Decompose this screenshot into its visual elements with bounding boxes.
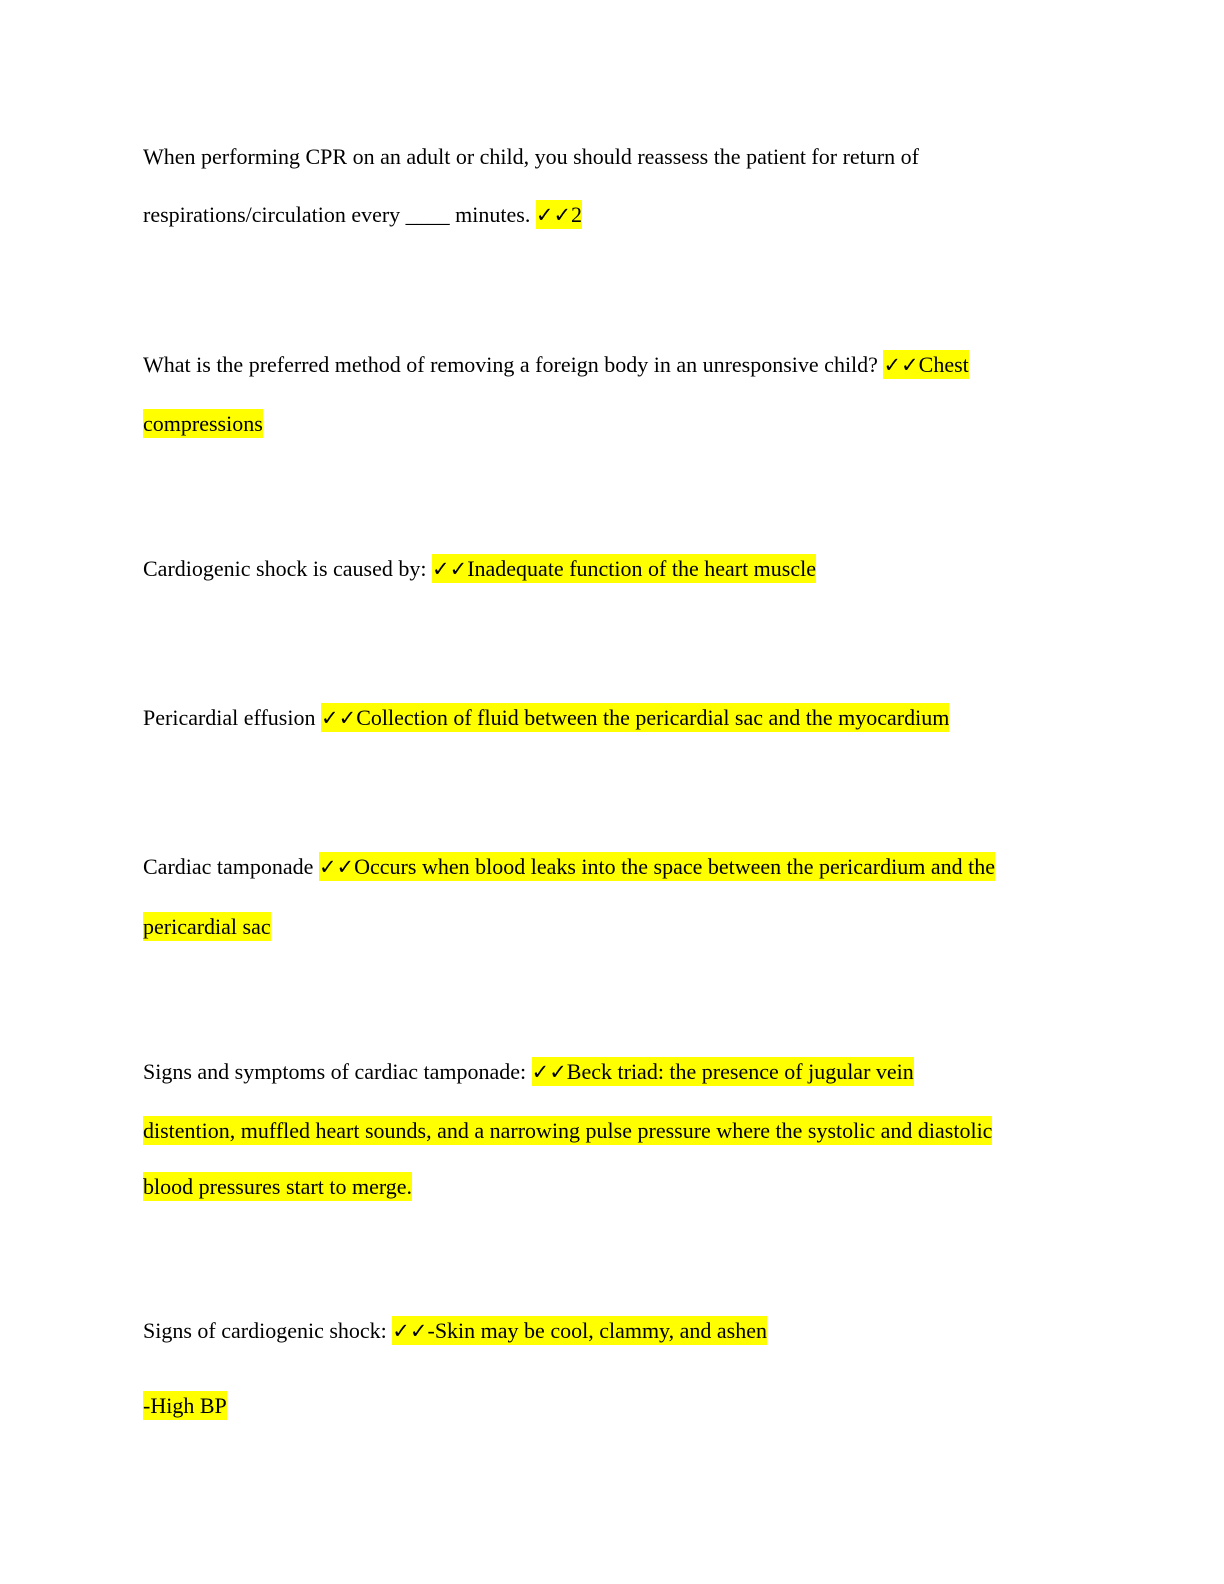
- answer-3-text: Inadequate function of the heart muscle: [467, 556, 817, 581]
- double-check-icon: ✓✓: [432, 557, 468, 581]
- question-4-text: Pericardial effusion: [143, 705, 321, 730]
- question-4-line: [143, 702, 949, 734]
- question-7-line-2: [143, 1390, 227, 1422]
- question-5-line-1: [143, 851, 995, 883]
- question-1-text: When performing CPR on an adult or child, you should reassess the patient for return of: [143, 144, 919, 169]
- question-1-line-1: [143, 141, 919, 173]
- double-check-icon: ✓✓: [531, 1060, 567, 1084]
- question-1-line-2: [143, 199, 582, 231]
- double-check-icon: ✓✓: [320, 706, 357, 730]
- question-6-line-2: [143, 1115, 992, 1147]
- answer-2-text: Chest: [918, 352, 969, 377]
- answer-4-text: Collection of fluid between the pericardial sac and the myocardium: [356, 705, 950, 730]
- question-7-text: Signs of cardiogenic shock:: [143, 1318, 393, 1343]
- answer-6-text-end: blood pressures start to merge.: [143, 1174, 413, 1199]
- answer-6-highlight: [532, 1057, 914, 1086]
- question-5-text: Cardiac tamponade: [143, 854, 319, 879]
- question-3-text: Cardiogenic shock is caused by:: [143, 556, 432, 581]
- question-6-text: Signs and symptoms of cardiac tamponade:: [143, 1059, 532, 1084]
- answer-1-highlight: [536, 200, 582, 229]
- double-check-icon: ✓✓: [392, 1319, 428, 1343]
- answer-7-text-continued: -High BP: [143, 1393, 227, 1418]
- answer-7-highlight: [392, 1316, 767, 1345]
- question-2-line-1: [143, 349, 969, 381]
- question-6-line-1: [143, 1056, 914, 1088]
- answer-1-text: 2: [571, 202, 583, 227]
- answer-5-text-continued: pericardial sac: [143, 914, 271, 939]
- question-1-text-continued: respirations/circulation every ____ minutes.: [143, 202, 536, 227]
- question-2-text: What is the preferred method of removing a foreign body in an unresponsive child?: [143, 352, 884, 377]
- question-3-line: [143, 553, 816, 585]
- answer-6-text: Beck triad: the presence of jugular vein: [566, 1059, 914, 1084]
- question-7-line-1: [143, 1315, 767, 1347]
- double-check-icon: ✓✓: [318, 855, 355, 879]
- answer-7-text: -Skin may be cool, clammy, and ashen: [427, 1318, 767, 1343]
- question-6-line-3: [143, 1171, 412, 1203]
- answer-5-text: Occurs when blood leaks into the space between the pericardium and the: [354, 854, 995, 879]
- double-check-icon: ✓✓: [883, 353, 919, 377]
- answer-2-highlight: [883, 350, 968, 379]
- double-check-icon: ✓✓: [535, 203, 572, 227]
- answer-6-text-continued: distention, muffled heart sounds, and a narrowing pulse pressure where the systolic and diastolic: [143, 1118, 993, 1143]
- question-2-line-2: [143, 408, 263, 440]
- answer-4-highlight: [321, 703, 949, 732]
- answer-5-highlight: [319, 852, 995, 881]
- question-5-line-2: [143, 911, 271, 943]
- answer-2-text-continued: compressions: [143, 411, 263, 436]
- answer-3-highlight: [432, 554, 816, 583]
